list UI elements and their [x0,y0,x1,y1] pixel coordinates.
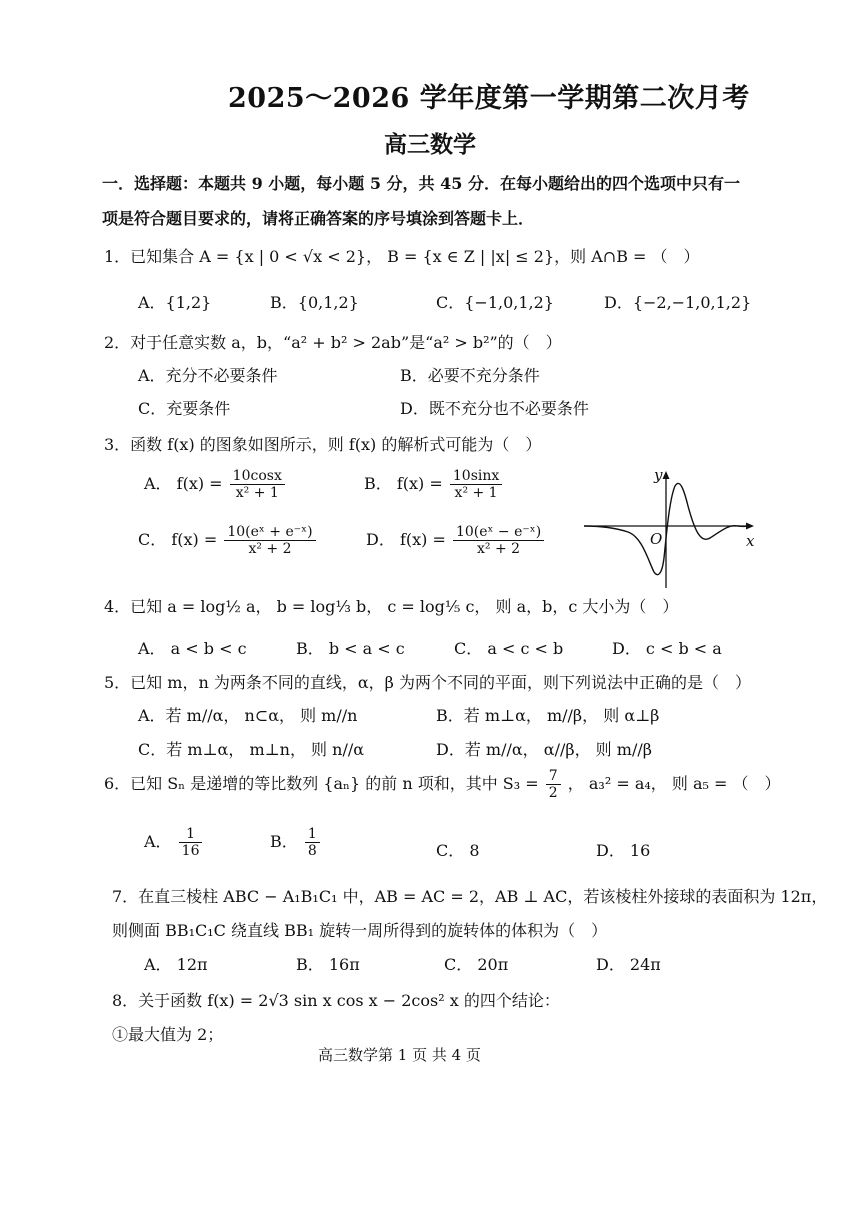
subject-title: 高三数学 [384,131,476,158]
q7-option-d: D． 24π [596,955,661,974]
q8-stem: 8．关于函数 f(x) = 2√3 sin x cos x − 2cos² x 的四个结论： [112,991,560,1010]
q3-option-a-lhs: f(x) = [176,474,223,494]
graph-curve [584,483,752,574]
q6-stem [104,768,780,801]
q3-option-b-denominator: x² + 1 [454,485,498,502]
q1-stem: 1．已知集合 A = {x | 0 < √x < 2}， B = {x ∈ Z | |x| ≤ 2}，则 A∩B = （ ） [104,247,700,266]
q6-option-b-fraction [305,826,320,859]
q5-stem: 5．已知 m，n 为两条不同的直线，α，β 为两个不同的平面，则下列说法中正确的是（ ） [104,673,751,692]
q2-option-d: D．既不充分也不必要条件 [400,399,589,418]
q3-option-c-fraction [224,524,315,557]
q3-function-graph [582,464,762,590]
graph-y-arrow [663,471,670,479]
q4-option-c: C． a < c < b [454,639,564,658]
q4-option-d: D． c < b < a [612,639,722,658]
q7-option-c: C． 20π [444,955,509,974]
q1-option-d: D．{−2,−1,0,1,2} [604,293,752,312]
q3-option-a-numerator: 10cosx [230,468,285,485]
q5-option-c: C．若 m⊥α， m⊥n， 则 n//α [138,740,365,759]
q7-option-a: A． 12π [144,955,208,974]
q2-option-c: C．充要条件 [138,399,231,418]
q3-option-b-label: B． [364,474,392,494]
q1-option-a: A．{1,2} [138,293,212,312]
q4-option-b: B． b < a < c [296,639,405,658]
q3-option-c-lhs: f(x) = [171,530,218,550]
page-footer: 高三数学第 1 页 共 4 页 [318,1046,481,1064]
q4-option-a: A． a < b < c [138,639,247,658]
q6-option-a-label: A． [144,832,172,852]
q3-stem: 3．函数 f(x) 的图象如图所示，则 f(x) 的解析式可能为（ ） [104,435,542,454]
q6-option-b-numerator: 1 [305,826,320,843]
q3-option-a-denominator: x² + 1 [235,485,279,502]
graph-y-label: y [654,466,663,484]
q6-option-a [144,826,204,859]
q3-option-c-label: C． [138,530,167,550]
q6-option-b-label: B． [270,832,298,852]
q3-option-b-lhs: f(x) = [396,474,443,494]
q2-stem: 2．对于任意实数 a，b，“a² + b² > 2ab”是“a² > b²”的（ ） [104,333,562,352]
q3-option-a-label: A． [144,474,172,494]
q6-option-b [270,826,322,859]
q3-option-d-numerator: 10(eˣ − e⁻ˣ) [453,524,544,541]
q3-option-d-fraction [453,524,544,557]
q3-option-b-numerator: 10sinx [450,468,502,485]
q6-option-a-fraction [179,826,203,859]
q7-stem-line2: 则侧面 BB₁C₁C 绕直线 BB₁ 旋转一周所得到的旋转体的体积为（ ） [112,921,608,940]
q6-stem-pre: 6．已知 Sₙ 是递增的等比数列 {aₙ} 的前 n 项和，其中 S₃ = [104,774,539,794]
q6-option-a-denominator: 16 [181,843,200,860]
graph-origin-label: O [650,530,663,548]
exam-title: 2025～2026 学年度第一学期第二次月考 [228,83,750,114]
q3-option-b-fraction [450,468,502,501]
q3-option-d-label: D． [366,530,395,550]
q3-option-a-fraction [230,468,285,501]
q3-option-c-denominator: x² + 2 [248,541,292,558]
q5-option-a: A．若 m//α， n⊂α， 则 m//n [138,706,358,725]
q3-option-d-denominator: x² + 2 [477,541,521,558]
q3-option-a [144,468,287,501]
q3-option-c [138,524,318,557]
q6-s3-numerator: 7 [546,768,561,785]
q2-option-a: A．充分不必要条件 [138,366,278,385]
q4-stem: 4．已知 a = log½ a， b = log⅓ b， c = log⅕ c， 则 a，b，c 大小为（ ） [104,597,679,616]
q5-option-b: B．若 m⊥α， m//β， 则 α⊥β [436,706,660,725]
q6-option-d: D． 16 [596,841,651,860]
q3-option-b [364,468,504,501]
q3-option-c-numerator: 10(eˣ + e⁻ˣ) [224,524,315,541]
section-intro-line1: 一．选择题：本题共 9 小题，每小题 5 分，共 45 分．在每小题给出的四个选项中只有一 [102,174,740,193]
q6-option-c: C． 8 [436,841,480,860]
q6-s3-fraction [546,768,561,801]
q6-s3-denominator: 2 [548,785,558,802]
q3-option-d-lhs: f(x) = [399,530,446,550]
q5-option-d: D．若 m//α， α//β， 则 m//β [436,740,652,759]
q7-stem-line1: 7．在直三棱柱 ABC − A₁B₁C₁ 中，AB = AC = 2，AB ⊥ AC，若该棱柱外接球的表面积为 12π， [112,887,828,906]
graph-x-label: x [746,532,755,550]
q8-conclusion-1: ①最大值为 2； [112,1025,224,1044]
q7-option-b: B． 16π [296,955,360,974]
q2-option-b: B．必要不充分条件 [400,366,540,385]
q6-option-a-numerator: 1 [179,826,203,843]
q6-option-b-denominator: 8 [307,843,317,860]
q1-option-b: B．{0,1,2} [270,293,359,312]
section-intro-line2: 项是符合题目要求的，请将正确答案的序号填涂到答题卡上． [102,209,535,228]
q1-option-c: C．{−1,0,1,2} [436,293,554,312]
q6-stem-post: ， a₃² = a₄， 则 a₅ = （ ） [567,774,781,794]
q3-option-d [366,524,546,557]
